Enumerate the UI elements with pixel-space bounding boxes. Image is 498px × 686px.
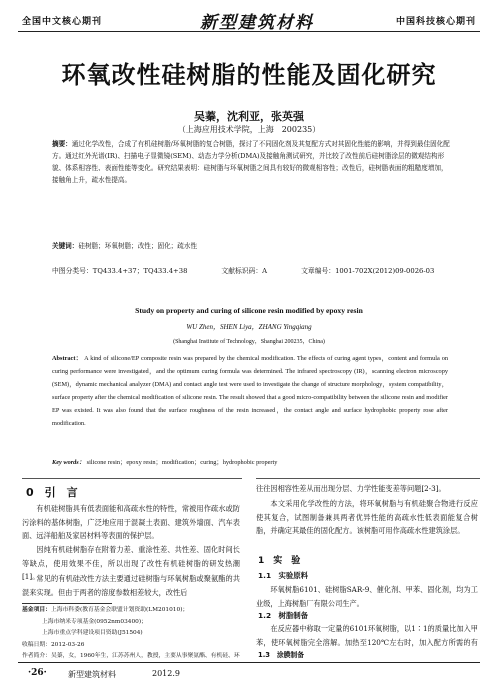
keywords-cn-text: 硅树脂；环氧树脂；改性；固化；疏水性 xyxy=(78,242,198,250)
intro-paragraph-3: 常见的有机硅改性方法主要通过硅树脂与环氧树脂或聚氨酯的共混来实现。但由于两者的溶度参数相差较大，改性后 xyxy=(22,574,240,597)
abstract-cn-label: 摘要： xyxy=(52,140,72,148)
classification-line xyxy=(52,265,472,275)
footer-journal-name: 新型建筑材料 xyxy=(68,670,116,679)
abstract-cn xyxy=(52,138,452,186)
right-paragraph-1: 往往因相容性差从而出现分层、力学性能变差等问题[2-3]。 xyxy=(256,484,446,493)
paper-title-cn: 环氧改性硅树脂的性能及固化研究 xyxy=(61,61,437,89)
column-divider-right xyxy=(256,478,480,479)
abstract-en-label: Abstract： xyxy=(52,355,83,362)
column-divider-left xyxy=(22,478,242,479)
keywords-cn-label: 关键词： xyxy=(52,242,79,250)
keywords-en-label: Key words： xyxy=(52,459,86,466)
keywords-cn xyxy=(52,240,452,252)
subsection-heading-materials: 1.1 实验原料 xyxy=(258,571,309,580)
authors-en: WU Zhen，SHEN Liya，ZHANG Yingqiang xyxy=(186,323,312,331)
footer-issue-date: 2012.9 xyxy=(152,669,180,678)
footnote-funding xyxy=(22,605,240,640)
footnote-received: 收稿日期：2012-03-26 xyxy=(22,642,85,648)
document-code: 文献标识码：A xyxy=(221,267,268,275)
keywords-en xyxy=(52,457,448,466)
footnote-author-info: 作者简介：吴蓁，女，1960年生，江苏苏州人，教授，主要从事聚氨酯、有机硅、环 xyxy=(22,653,240,659)
abstract-cn-text: 通过化学改性，合成了有机硅树脂/环氧树脂的复合树脂，探讨了不同固化剂及其复配方式对其固化性能的影响，并得到最佳固化配方。通过红外光谱(IR)、扫描电子显微镜(SEM)、动态力学分析(DMA)及接触角测试研究，并比较了改性前后硅树脂涂层的微观结构形貌、体系相容性、表面性能等变化。研究结果表明：硅树脂与环氧树脂之间具有较好的微观相容性；改性后，硅树脂表面的粗糙度增加，接触角上升，疏水性提高。 xyxy=(52,140,450,184)
keywords-en-text: silicone resin；epoxy resin；modification；curing；hydrophobic property xyxy=(86,459,278,466)
footnote-funding-3: 上海市重点学科建设项目资助(J51504) xyxy=(42,630,143,636)
subsection-heading-film-prep: 1.3 涂膜制备 xyxy=(258,651,305,659)
section-heading-introduction: 0 引 言 xyxy=(26,486,78,499)
header-divider xyxy=(18,31,480,32)
intro-paragraph-1: 有机硅树脂具有低表面能和高疏水性的特性，常被用作疏水或防污涂料的基体树脂，广泛地应用于混凝土表面、建筑外墙面、汽车表面、远洋船舶及家居材料等表面的保护层。 xyxy=(22,504,240,540)
footnote-funding-1: 上海市科委(教育基金会联盟计划资助(LM201010)； xyxy=(51,607,189,613)
authors-cn: 吴蓁，沈利亚，张英强 xyxy=(194,110,304,123)
section-heading-experiment: 1 实 验 xyxy=(258,556,301,566)
footnote-funding-2: 上海市纳米专项基金(0952nm03400)； xyxy=(42,618,147,625)
materials-paragraph: 环氧树脂6101、硅树脂SAR-9、催化剂、甲苯、固化剂，均为工业级，上海树脂厂有限公司生产。 xyxy=(256,585,478,608)
affiliation-en: (Shanghai Institute of Technology，Shanghai 200235，China) xyxy=(173,339,325,345)
abstract-en-text: A kind of silicone/EP composite resin was prepared by the chemical modification. The effects of curing agent types，content and formula on curing performance were investigated，and the optimum curing formula was determined. The infrared spectroscopy (IR)，scanning electron microscopy (SEM)，dynamic mechanical analyzer (DMA) and contact angle test were used to investigate the change of structure morphology，system compatibility，surface property after the chemical modification of silicone resin. The result showed that a good micro-compatibility between the silicone resin and modifier EP was existed. It was also found that the surface roughness of the resin increased，the contact angle and surface hydrophobic property rose after modification. xyxy=(52,355,449,427)
paper-title-en: Study on property and curing of silicone resin modified by epoxy resin xyxy=(135,306,363,315)
running-header-right: 中国科技核心期刊 xyxy=(395,17,476,27)
resin-prep-paragraph: 在反应器中称取一定量的6101环氧树脂，以1∶1的质量比加入甲苯，使环氧树脂完全溶解。加热至120℃左右时，加入配方所需的有 xyxy=(256,624,478,647)
footer-divider xyxy=(18,662,480,663)
page-number: ·26· xyxy=(28,668,47,678)
journal-logo-text: 新型建筑材料 xyxy=(200,13,314,33)
article-number: 文章编号：1001-702X(2012)09-0026-03 xyxy=(301,267,435,275)
footnote-divider xyxy=(22,603,112,604)
right-paragraph-2: 本文采用化学改性的方法，将环氧树脂与有机硅聚合物进行反应使其复合，试图制备兼具两者优异性能的高疏水性低表面能复合树脂，并确定其最佳的固化配方。该树脂可用作高疏水性建筑涂层。 xyxy=(256,499,478,535)
abstract-en xyxy=(52,352,448,430)
clc-number: 中图分类号：TQ433.4+37；TQ433.4+38 xyxy=(52,267,188,275)
running-header-left: 全国中文核心期刊 xyxy=(22,17,103,27)
affiliation-cn: （上海应用技术学院，上海 200235） xyxy=(177,125,321,134)
footnote-funding-label: 基金项目： xyxy=(22,607,51,613)
subsection-heading-resin-prep: 1.2 树脂制备 xyxy=(258,611,309,620)
intro-paragraph-2: 因纯有机硅树脂存在附着力差、重涂性差、共性差、固化时间长等缺点，使用效果不佳，所以出现了改性有机硅树脂的研发热潮[1]。 xyxy=(22,545,240,581)
